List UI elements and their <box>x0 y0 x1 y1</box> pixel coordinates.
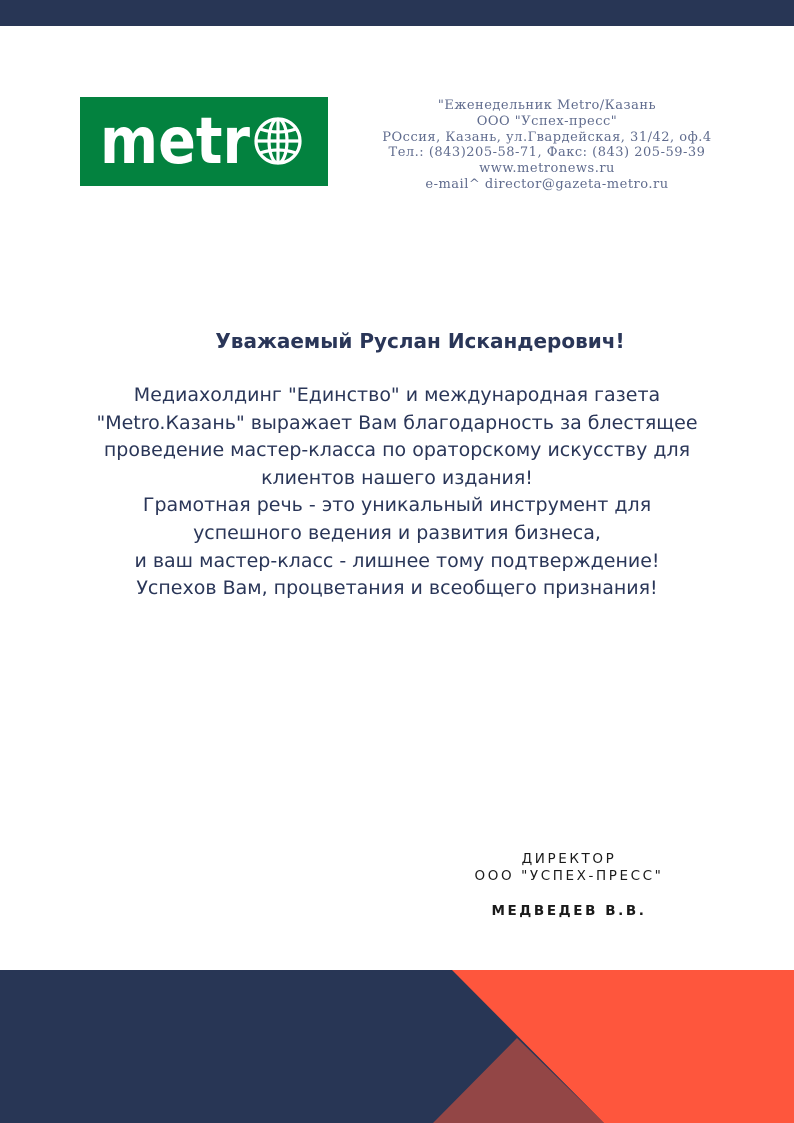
signature-title: ДИРЕКТОР <box>521 851 617 867</box>
metro-logo <box>80 97 328 186</box>
letter-line: и ваш мастер-класс - лишнее тому подтверждение! <box>134 549 660 572</box>
letter-line: "Metro.Казань" выражает Вам благодарность за блестящее <box>96 411 698 434</box>
logo-text: metr <box>100 105 251 179</box>
letter-line: Грамотная речь - это уникальный инструмент для <box>142 494 652 517</box>
contact-publication: "Еженедельник Metro/Казань <box>437 98 657 113</box>
contact-website: www.metronews.ru <box>479 161 615 177</box>
top-header-bar <box>0 0 794 26</box>
letter-greeting: Уважаемый Руслан Искандерович! <box>215 329 625 353</box>
signature-block <box>444 851 694 920</box>
letter-line: Медиахолдинг "Единство" и международная газета <box>133 384 661 406</box>
globe-icon <box>256 119 300 163</box>
footer-decoration <box>0 970 794 1123</box>
letter-line: Успехов Вам, процветания и всеобщего признания! <box>136 577 658 600</box>
letter-body <box>60 382 734 603</box>
letter-line: проведение мастер-класса по ораторскому искусству для <box>103 439 691 462</box>
letter-line: успешного ведения и развития бизнеса, <box>193 521 601 544</box>
contact-phone-fax: Тел.: (843)205-58-71, Факс: (843) 205-59-39 <box>388 145 706 161</box>
contact-company: ООО "Успех-пресс" <box>476 113 618 129</box>
contact-block <box>360 98 734 193</box>
signature-company: ООО "УСПЕХ-ПРЕСС" <box>474 868 664 884</box>
contact-email: e-mail^ director@gazeta-metro.ru <box>425 176 669 192</box>
letter-line: клиентов нашего издания! <box>261 466 533 489</box>
contact-address: РОссия, Казань, ул.Гвардейская, 31/42, оф.4 <box>382 129 712 145</box>
signature-name: МЕДВЕДЕВ В.В. <box>491 903 647 919</box>
